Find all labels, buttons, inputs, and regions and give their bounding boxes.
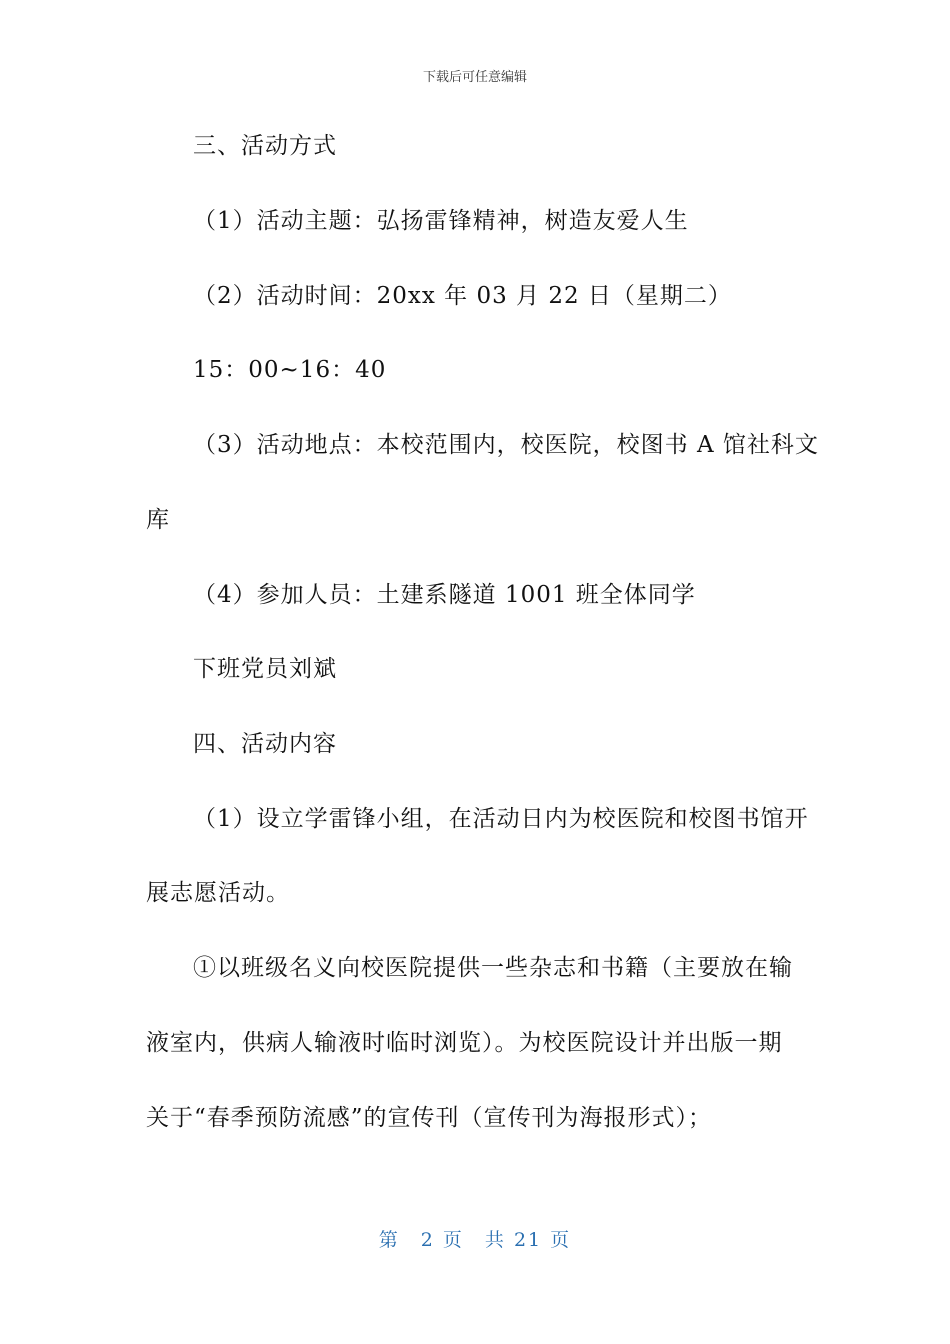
activity-time-line: （2）活动时间：20xx 年 03 月 22 日（星期二） [193, 283, 732, 309]
page-footer: 第 2 页 共 21 页 [378, 1229, 572, 1251]
participants-continuation: 下班党员刘斌 [193, 656, 337, 682]
content-subitem-1-continuation-2: 关于“春季预防流感”的宣传刊（宣传刊为海报形式）； [146, 1105, 713, 1131]
activity-location-continuation: 库 [146, 507, 170, 533]
activity-location-line: （3）活动地点：本校范围内，校医院，校图书 A 馆社科文 [193, 432, 819, 458]
section-heading-activity-content: 四、活动内容 [193, 731, 337, 757]
content-item-1-line: （1）设立学雷锋小组，在活动日内为校医院和校图书馆开 [193, 806, 809, 832]
content-subitem-1-line: ①以班级名义向校医院提供一些杂志和书籍（主要放在输 [193, 955, 793, 981]
content-item-1-continuation: 展志愿活动。 [146, 880, 290, 906]
page-header: 下载后可任意编辑 [422, 70, 527, 85]
participants-line: （4）参加人员：土建系隧道 1001 班全体同学 [193, 582, 696, 608]
activity-theme-line: （1）活动主题：弘扬雷锋精神，树造友爱人生 [193, 208, 689, 234]
activity-time-range-line: 15：00~16：40 [193, 357, 387, 383]
content-subitem-1-continuation-1: 液室内，供病人输液时临时浏览）。为校医院设计并出版一期 [146, 1030, 783, 1056]
section-heading-activity-method: 三、活动方式 [193, 133, 337, 159]
